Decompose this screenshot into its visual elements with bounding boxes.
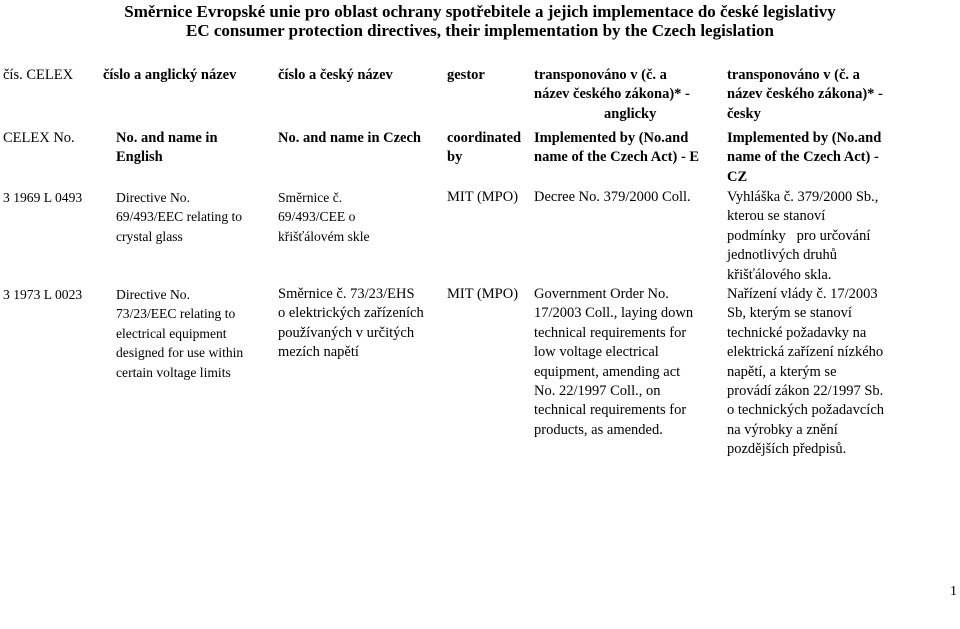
header-english-name-en: No. and name in English [116, 130, 218, 166]
header-celex-cz: čís. CELEX [3, 67, 74, 83]
header-english-name-cz: číslo a anglický název [103, 67, 237, 83]
row1-gestor: MIT (MPO) [447, 189, 519, 205]
header-celex-en: CELEX No. [3, 130, 75, 146]
row2-english-name: Directive No. 73/23/EEC relating to electrical equipment designed for use within certain voltage limits [116, 287, 244, 380]
header-czech-name-en: No. and name in Czech [278, 130, 421, 146]
header-gestor-cz: gestor [447, 67, 485, 83]
row2-czech-name: Směrnice č. 73/23/EHS o elektrických zařízeních používaných v určitých mezích napětí [278, 286, 424, 361]
page-title: Směrnice Evropské unie pro oblast ochrany spotřebitele a jejich implementace do české legislativy [124, 2, 836, 21]
row2-gestor: MIT (MPO) [447, 286, 519, 302]
page-number: 1 [950, 584, 957, 599]
page-subtitle: EC consumer protection directives, their implementation by the Czech legislation [185, 21, 774, 40]
row2-celex: 3 1973 L 0023 [3, 287, 83, 302]
header-impl-cz-en: Implemented by (No.and name of the Czech Act) - CZ [727, 130, 882, 185]
row1-impl-en: Decree No. 379/2000 Coll. [534, 189, 691, 205]
row1-czech-name: Směrnice č. 69/493/CEE o křišťálovém skle [278, 190, 370, 244]
row2-impl-en: Government Order No. 17/2003 Coll., laying down technical requirements for low voltage electrical equipment, amending act No. 22/1997 Coll., on technical requirements for products, as amended. [534, 286, 694, 438]
header-czech-name-cz: číslo a český název [278, 67, 393, 83]
header-impl-en-en: Implemented by (No.and name of the Czech Act) - E [534, 130, 700, 166]
header-impl-en-cz: transponováno v (č. a název českého zákona)* - anglicky [534, 67, 690, 122]
row1-impl-cz: Vyhláška č. 379/2000 Sb., kterou se stanoví podmínky pro určování jednotlivých druhů křišťálového skla. [727, 189, 879, 283]
header-gestor-en: coordinated by [447, 130, 522, 166]
row1-celex: 3 1969 L 0493 [3, 190, 83, 205]
row1-english-name: Directive No. 69/493/EEC relating to crystal glass [116, 190, 243, 244]
header-impl-cz-cz: transponováno v (č. a název českého zákona)* - česky [727, 67, 883, 122]
row2-impl-cz: Nařízení vlády č. 17/2003 Sb, kterým se stanoví technické požadavky na elektrická zařízení nízkého napětí, a kterým se provádí zákon 22/1997 Sb. o technických požadavcích na výrobky a znění pozdějších předpisů. [727, 286, 885, 458]
